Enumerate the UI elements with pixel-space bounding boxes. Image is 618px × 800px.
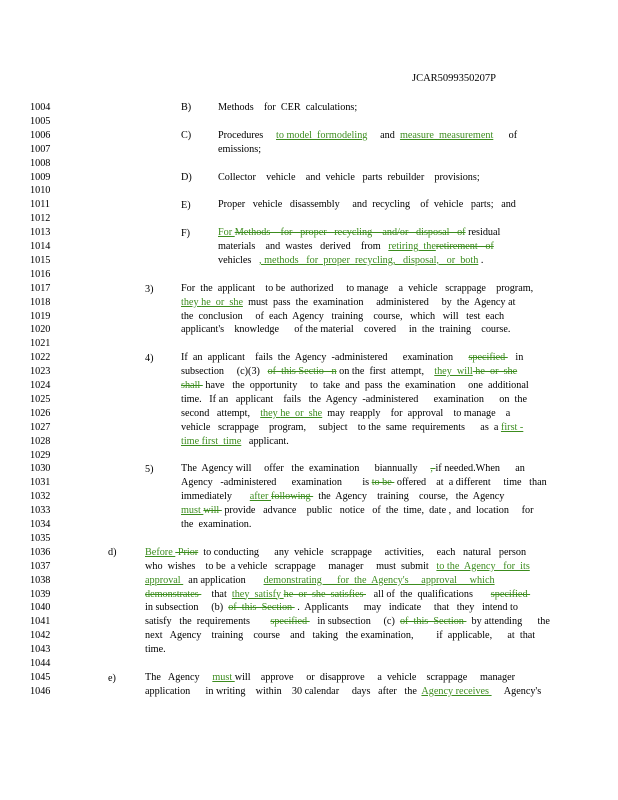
text-run: have the opportunity to take and pass the examination one additional xyxy=(202,380,529,391)
text-line xyxy=(145,561,530,572)
text-run: vehicle scrappage program, subject to the same requirements as a xyxy=(181,421,501,433)
text-line xyxy=(181,505,534,516)
text-line xyxy=(145,547,526,558)
text-run: time. xyxy=(145,644,166,656)
inserted-text: they xyxy=(260,407,281,419)
text-line xyxy=(218,255,483,266)
text-line xyxy=(145,602,518,613)
text-run: Proper vehicle disassembly and recycling of vehicle parts; and xyxy=(218,199,516,211)
text-line xyxy=(181,352,523,363)
text-run: the examination. xyxy=(181,519,252,530)
text-line xyxy=(218,241,494,252)
line-number: 1016 xyxy=(30,268,51,280)
inserted-text: first time xyxy=(201,435,242,447)
text-line xyxy=(181,491,504,502)
text-line xyxy=(145,616,550,627)
text-run: and xyxy=(367,129,400,141)
text-line xyxy=(218,144,261,155)
line-number: 1023 xyxy=(30,366,51,378)
text-run: in subsection (b) xyxy=(145,602,229,614)
text-run: satisfy the requirements xyxy=(145,616,271,628)
line-number: 1004 xyxy=(30,102,51,113)
deleted-text: following xyxy=(270,491,314,503)
line-number: 1046 xyxy=(30,685,51,697)
item-label-d: D) xyxy=(181,172,192,183)
inserted-text: For xyxy=(218,227,235,239)
text-line xyxy=(145,575,495,586)
inserted-text: must xyxy=(212,671,235,683)
text-run: Methods for CER calculations; xyxy=(218,102,358,113)
text-run: immediately xyxy=(181,491,250,503)
text-line xyxy=(145,686,541,697)
text-run: the Agency training course, the Agency xyxy=(313,491,505,503)
inserted-text: they xyxy=(181,296,202,308)
text-run: The Agency will offer the examination biannually xyxy=(181,463,431,475)
text-line xyxy=(181,519,251,530)
line-number: 1037 xyxy=(30,560,51,572)
line-number: 1017 xyxy=(30,282,51,294)
deleted-text: Methods for proper recycling and/or disposal of xyxy=(234,227,466,239)
line-number: 1008 xyxy=(30,157,51,169)
text-run: the conclusion of each Agency training course, which will test each xyxy=(181,310,505,322)
text-run: residual xyxy=(465,227,501,239)
text-line xyxy=(181,408,510,419)
deleted-text: to be xyxy=(371,477,395,489)
text-line xyxy=(218,102,357,113)
deleted-text: specified xyxy=(270,616,310,628)
text-run: of xyxy=(493,129,518,141)
line-number: 1041 xyxy=(30,616,51,628)
line-number: 1045 xyxy=(30,671,51,683)
deleted-text: shall xyxy=(181,380,203,391)
text-run: by attending the xyxy=(466,616,550,628)
inserted-text: , methods for proper recycling, disposal, or both xyxy=(259,254,479,266)
line-number: 1005 xyxy=(30,115,51,127)
inserted-text: measure measurement xyxy=(399,129,494,141)
item-label-5: 5) xyxy=(145,464,154,475)
line-number: 1025 xyxy=(30,393,51,405)
text-run: Procedures xyxy=(218,129,276,141)
text-run: Collector vehicle and vehicle parts rebuilder provisions; xyxy=(218,171,480,183)
deleted-text: of this Section xyxy=(399,616,467,628)
text-run: will xyxy=(234,671,254,683)
deleted-text: , xyxy=(430,463,436,475)
line-number: 1042 xyxy=(30,630,51,642)
line-number: 1033 xyxy=(30,505,51,517)
line-number: 1044 xyxy=(30,658,51,669)
inserted-text: demonstrating for the Agency's approval which xyxy=(263,574,495,586)
text-run: provide advance public notice of the time, date , and location for xyxy=(221,505,534,517)
text-run: in subsection (c) xyxy=(309,616,400,628)
deleted-text: he or she satisfies xyxy=(283,588,366,600)
text-line xyxy=(181,394,527,405)
text-line xyxy=(181,477,547,488)
text-line xyxy=(218,130,517,141)
line-number: 1024 xyxy=(30,380,51,391)
text-run: that xyxy=(201,588,232,600)
text-run: . xyxy=(478,254,484,266)
inserted-text: after xyxy=(249,491,271,503)
inserted-text: to model for xyxy=(276,129,329,141)
deleted-text: specified xyxy=(490,588,531,600)
text-line xyxy=(181,422,523,433)
line-number: 1011 xyxy=(30,199,50,211)
line-number: 1019 xyxy=(30,310,51,322)
line-number: 1014 xyxy=(30,241,51,252)
deleted-text: of this Section xyxy=(228,602,295,614)
line-number: 1021 xyxy=(30,338,51,350)
text-run: must pass the examination administered by the Agency at xyxy=(242,296,516,308)
item-label-b: B) xyxy=(181,102,192,113)
text-line xyxy=(145,630,535,641)
text-run: next Agency training course and taking the examination, if applicable, at that xyxy=(145,630,536,642)
line-number: 1012 xyxy=(30,213,51,225)
text-run: second attempt, xyxy=(181,407,261,419)
line-number: 1015 xyxy=(30,254,51,266)
item-label-e: E) xyxy=(181,200,191,211)
text-line xyxy=(145,589,530,600)
text-run: time. If an applicant fails the Agency -administered examination on the xyxy=(181,393,527,405)
text-run: . Applicants may indicate that they intend to xyxy=(294,602,518,614)
line-number: 1027 xyxy=(30,421,51,433)
text-run: applicant. xyxy=(241,435,289,447)
text-run: vehicles xyxy=(218,254,260,266)
inserted-text: must xyxy=(181,505,204,517)
line-number: 1007 xyxy=(30,143,51,155)
inserted-text: approval xyxy=(145,574,184,586)
document-id: JCAR5099350207P xyxy=(412,73,497,84)
text-run: applicant's knowledge of the material covered in the training course. xyxy=(181,324,511,336)
deleted-text: retirement of xyxy=(435,241,494,252)
item-label-d-subsection: d) xyxy=(108,547,117,558)
item-label-e-subsection: e) xyxy=(108,673,116,684)
text-run: may reapply for approval to manage a xyxy=(322,407,511,419)
inserted-text: to the Agency for its xyxy=(436,560,530,572)
item-label-4: 4) xyxy=(145,353,154,364)
deleted-text: of this Sectio n xyxy=(267,366,337,378)
text-line xyxy=(181,463,525,474)
inserted-text: modeling xyxy=(328,129,368,141)
text-line xyxy=(181,283,533,294)
text-line xyxy=(218,172,480,183)
line-number: 1030 xyxy=(30,463,51,475)
text-line xyxy=(145,672,515,683)
text-line xyxy=(181,366,517,377)
inserted-text: they satisfy xyxy=(231,588,284,600)
text-run: The Agency xyxy=(145,671,213,683)
line-number: 1032 xyxy=(30,491,51,503)
line-number: 1028 xyxy=(30,435,51,447)
text-run: to conducting any vehicle scrappage activities, each natural person xyxy=(198,546,527,558)
text-run: For the applicant to be authorized to manage a vehicle scrappage program, xyxy=(181,282,534,294)
text-run: offered at a different time than xyxy=(394,477,547,489)
line-number: 1039 xyxy=(30,588,51,600)
line-number: 1006 xyxy=(30,129,51,141)
text-run: If an applicant fails the Agency -administered examination xyxy=(181,352,469,364)
line-number: 1040 xyxy=(30,602,51,614)
line-number: 1013 xyxy=(30,227,51,239)
text-run: all of the qualifications xyxy=(366,588,491,600)
text-run: subsection (c)(3) xyxy=(181,366,268,378)
text-run: an application xyxy=(183,574,264,586)
line-number: 1038 xyxy=(30,574,51,586)
text-line xyxy=(181,297,515,308)
deleted-text: he or she xyxy=(472,366,518,378)
inserted-text: he or she xyxy=(280,407,323,419)
text-run: application in writing within 30 calendar days after the xyxy=(145,685,422,697)
text-line xyxy=(218,227,500,238)
line-number: 1018 xyxy=(30,296,51,308)
text-run: if needed.When an xyxy=(435,463,525,475)
line-number: 1036 xyxy=(30,546,51,558)
line-number: 1043 xyxy=(30,644,51,656)
line-number: 1020 xyxy=(30,324,51,336)
text-line xyxy=(218,199,516,210)
text-run: on the first attempt, xyxy=(336,366,435,378)
text-line xyxy=(181,380,529,391)
inserted-text: Agency receives xyxy=(421,685,492,697)
inserted-text: retiring the xyxy=(388,241,436,252)
text-run: approve or disapprove a vehicle scrappage manager xyxy=(253,671,516,683)
inserted-text: Before xyxy=(145,546,176,558)
line-number: 1035 xyxy=(30,532,51,544)
item-label-c: C) xyxy=(181,130,192,141)
text-line xyxy=(181,436,289,447)
text-line xyxy=(145,644,166,655)
item-label-f: F) xyxy=(181,228,191,239)
item-label-3: 3) xyxy=(145,284,154,295)
line-number: 1029 xyxy=(30,449,51,461)
line-number: 1026 xyxy=(30,407,51,419)
deleted-text: demonstrates xyxy=(145,588,202,600)
text-line xyxy=(181,324,510,335)
line-number: 1009 xyxy=(30,171,51,183)
deleted-text: specified xyxy=(468,352,508,364)
deleted-text: will xyxy=(203,505,222,517)
inserted-text: he or she xyxy=(201,296,243,308)
line-number: 1031 xyxy=(30,477,51,489)
text-line xyxy=(181,311,504,322)
inserted-text: time xyxy=(181,435,202,447)
deleted-text: Prior xyxy=(175,546,199,558)
text-run: emissions; xyxy=(218,143,262,155)
text-run: Agency's xyxy=(491,685,542,697)
inserted-text: they will xyxy=(434,366,473,378)
line-number: 1034 xyxy=(30,519,51,530)
text-run: who wishes to be a vehicle scrappage manager must submit xyxy=(145,560,437,572)
text-run: in xyxy=(507,352,524,364)
inserted-text: first - xyxy=(500,421,524,433)
text-run: Agency -administered examination is xyxy=(181,477,372,489)
line-number: 1022 xyxy=(30,352,51,364)
text-run: materials and wastes derived from xyxy=(218,241,389,252)
line-number: 1010 xyxy=(30,185,51,197)
